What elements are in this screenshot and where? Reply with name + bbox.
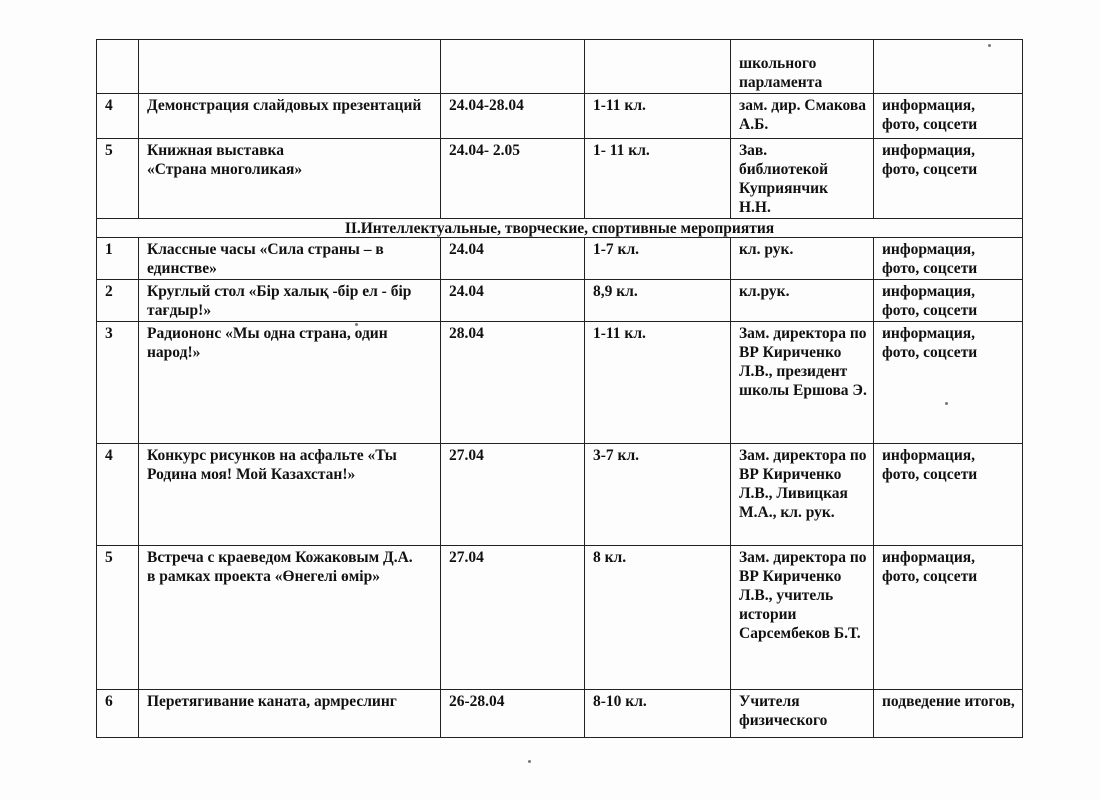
scan-speck <box>528 760 531 763</box>
event-dates: 24.04-28.04 <box>441 94 585 139</box>
table-row <box>97 40 1023 94</box>
responsible-person: Зам. директора по ВР Кириченко Л.В., президент школы Ершова Э. <box>731 322 874 444</box>
table-row <box>97 444 1023 546</box>
table-row <box>97 322 1023 444</box>
output-form: информация, фото, соцсети <box>874 94 1023 139</box>
event-title: Книжная выставка «Страна многоликая» <box>139 139 441 219</box>
event-title: Конкурс рисунков на асфальте «Ты Родина моя! Мой Казахстан!» <box>139 444 441 546</box>
row-number: 4 <box>97 444 139 546</box>
participant-classes: 1- 11 кл. <box>585 139 731 219</box>
output-form: информация, фото, соцсети <box>874 280 1023 322</box>
table-row <box>97 280 1023 322</box>
row-number: 5 <box>97 546 139 690</box>
row-number: 5 <box>97 139 139 219</box>
table-row <box>97 238 1023 280</box>
event-dates: 27.04 <box>441 444 585 546</box>
row-number: 6 <box>97 690 139 738</box>
responsible-person: Учителя физического <box>731 690 874 738</box>
event-title: Демонстрация слайдовых презентаций <box>139 94 441 139</box>
output-form: информация, фото, соцсети <box>874 444 1023 546</box>
responsible-person: кл.рук. <box>731 280 874 322</box>
output-form: подведение итогов, <box>874 690 1023 738</box>
event-dates: 24.04 <box>441 280 585 322</box>
table-row <box>97 690 1023 738</box>
event-dates: 24.04 <box>441 238 585 280</box>
event-title: Встреча с краеведом Кожаковым Д.А. в рамках проекта «Өнегелі өмір» <box>139 546 441 690</box>
responsible-person: Зам. директора по ВР Кириченко Л.В., учитель истории Сарсембеков Б.Т. <box>731 546 874 690</box>
row-number: 4 <box>97 94 139 139</box>
output-form: информация, фото, соцсети <box>874 546 1023 690</box>
event-dates: 24.04- 2.05 <box>441 139 585 219</box>
event-title: Радиононс «Мы одна страна, один народ!» <box>139 322 441 444</box>
row-number: 2 <box>97 280 139 322</box>
participant-classes: 8-10 кл. <box>585 690 731 738</box>
responsible-person: зам. дир. Смакова А.Б. <box>731 94 874 139</box>
participant-classes: 1-11 кл. <box>585 94 731 139</box>
participant-classes: 3-7 кл. <box>585 444 731 546</box>
responsible-person: школьного парламента <box>731 40 874 94</box>
responsible-person: Зам. директора по ВР Кириченко Л.В., Ливицкая М.А., кл. рук. <box>731 444 874 546</box>
events-plan-table <box>96 39 1023 738</box>
event-title: Круглый стол «Бір халық -бір ел - бір тағдыр!» <box>139 280 441 322</box>
event-title: Перетягивание каната, армреслинг <box>139 690 441 738</box>
participant-classes: 8 кл. <box>585 546 731 690</box>
row-number <box>97 40 139 94</box>
participant-classes <box>585 40 731 94</box>
participant-classes: 8,9 кл. <box>585 280 731 322</box>
responsible-person: кл. рук. <box>731 238 874 280</box>
event-dates: 27.04 <box>441 546 585 690</box>
output-form <box>874 40 1023 94</box>
row-number: 1 <box>97 238 139 280</box>
section-title: II.Интеллектуальные, творческие, спортивные мероприятия <box>97 219 1023 238</box>
output-form: информация, фото, соцсети <box>874 139 1023 219</box>
output-form: информация, фото, соцсети <box>874 322 1023 444</box>
responsible-person: Зав. библиотекой Куприянчик Н.Н. <box>731 139 874 219</box>
event-dates <box>441 40 585 94</box>
table-row <box>97 94 1023 139</box>
section-header-row <box>97 219 1023 238</box>
row-number: 3 <box>97 322 139 444</box>
participant-classes: 1-11 кл. <box>585 322 731 444</box>
table-row <box>97 546 1023 690</box>
output-form: информация, фото, соцсети <box>874 238 1023 280</box>
event-title: Классные часы «Сила страны – в единстве» <box>139 238 441 280</box>
event-dates: 26-28.04 <box>441 690 585 738</box>
event-title <box>139 40 441 94</box>
participant-classes: 1-7 кл. <box>585 238 731 280</box>
event-dates: 28.04 <box>441 322 585 444</box>
table-row <box>97 139 1023 219</box>
